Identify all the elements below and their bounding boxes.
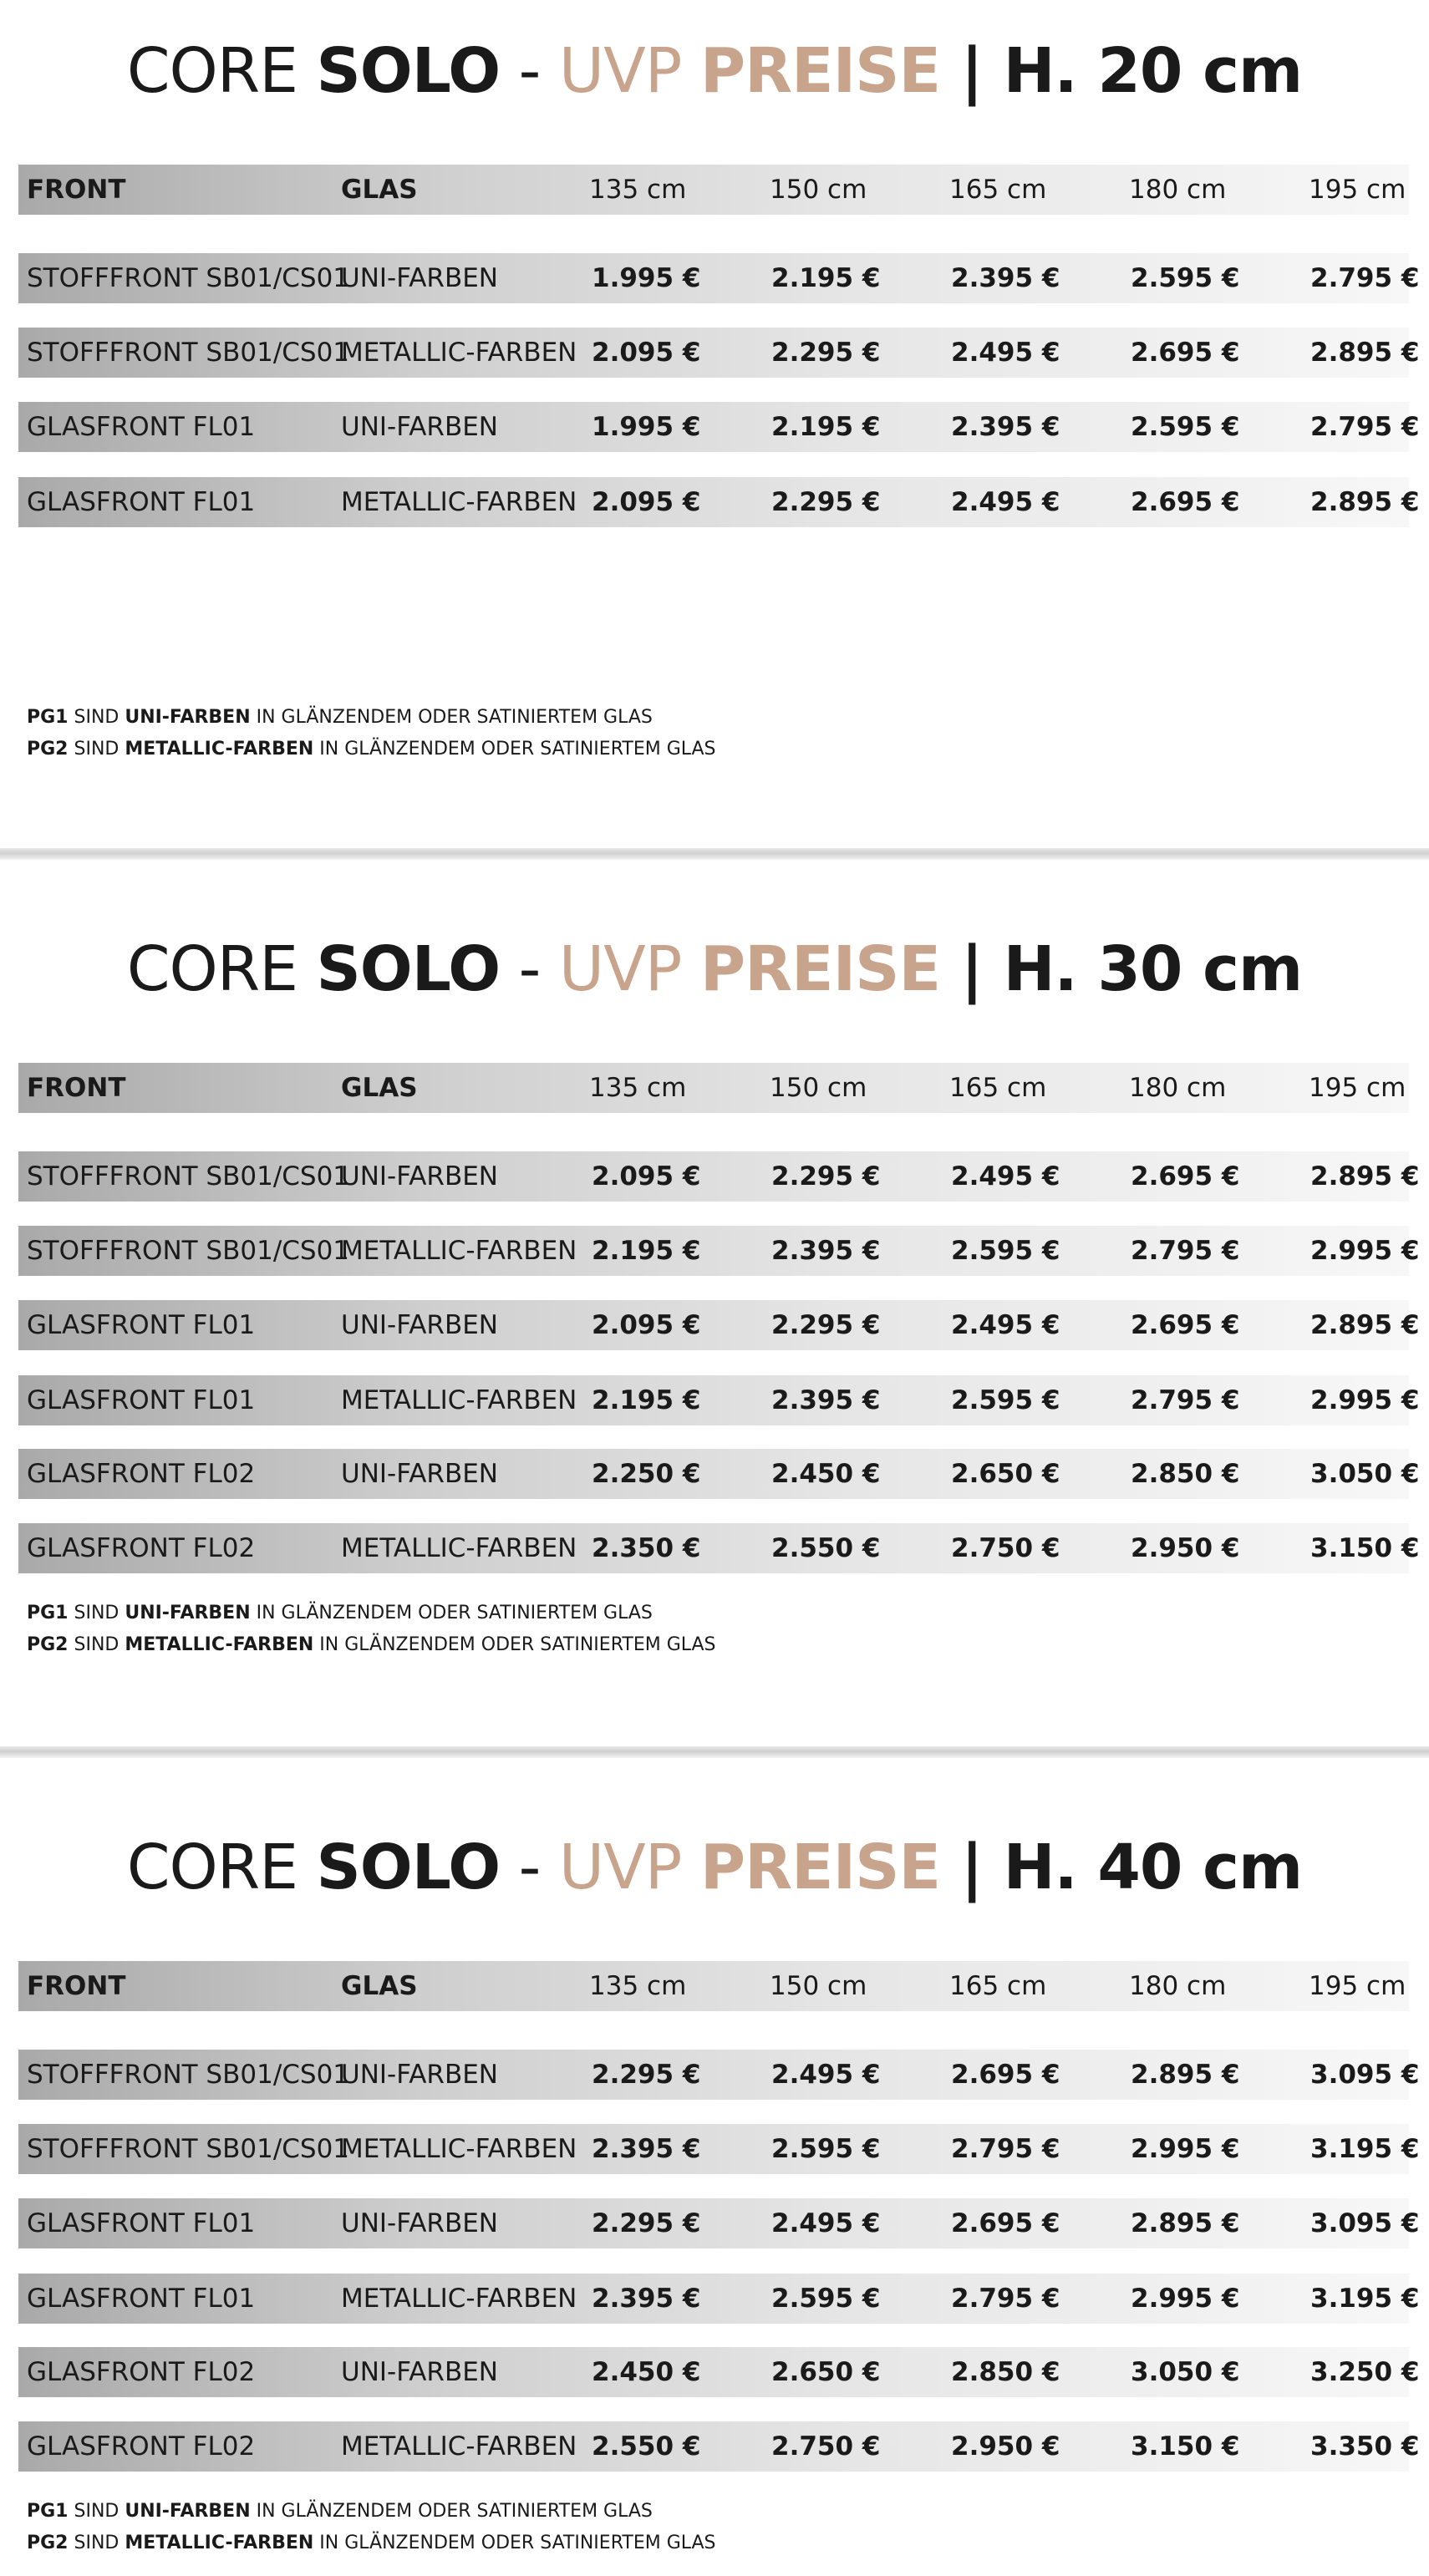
title-preise: PREISE: [699, 1832, 940, 1903]
header-135: 135 cm: [589, 1971, 687, 2001]
cell-front: STOFFFRONT SB01/CS01: [27, 2060, 350, 2090]
cell-price: 2.795 €: [1131, 1385, 1240, 1415]
cell-price: 2.995 €: [1310, 1236, 1420, 1266]
header-135: 135 cm: [589, 1073, 687, 1103]
title-uvp: UVP: [558, 1832, 700, 1903]
cell-front: STOFFFRONT SB01/CS01: [27, 1236, 350, 1266]
cell-front: STOFFFRONT SB01/CS01: [27, 1161, 350, 1191]
cell-price: 2.695 €: [1131, 1161, 1240, 1191]
title-height: H. 40 cm: [1003, 1832, 1303, 1903]
title-solo: SOLO: [316, 35, 501, 107]
cell-price: 2.995 €: [1131, 2134, 1240, 2164]
header-front: FRONT: [27, 1073, 126, 1103]
cell-price: 2.895 €: [1310, 1310, 1420, 1340]
header-glas: GLAS: [341, 1971, 418, 2001]
cell-price: 2.895 €: [1310, 338, 1420, 368]
cell-price: 2.350 €: [592, 1533, 701, 1563]
header-165: 165 cm: [949, 1971, 1047, 2001]
cell-price: 2.295 €: [771, 1310, 881, 1340]
header-glas: GLAS: [341, 175, 418, 205]
cell-price: 2.450 €: [771, 1459, 881, 1489]
title-dash: -: [500, 1832, 559, 1903]
table-header-row: [18, 165, 1409, 215]
cell-price: 2.795 €: [1310, 412, 1420, 442]
cell-price: 2.450 €: [592, 2357, 701, 2387]
title-height: H. 20 cm: [1003, 35, 1303, 107]
note-code: PG1: [27, 707, 69, 728]
cell-price: 2.950 €: [1131, 1533, 1240, 1563]
note-code: PG2: [27, 1634, 69, 1655]
cell-front: GLASFRONT FL02: [27, 1459, 256, 1489]
cell-price: 2.895 €: [1310, 1161, 1420, 1191]
cell-price: 2.850 €: [1131, 1459, 1240, 1489]
cell-price: 2.395 €: [771, 1385, 881, 1415]
title-solo: SOLO: [316, 1832, 501, 1903]
table-row: [18, 253, 1420, 303]
cell-price: 2.495 €: [951, 1310, 1060, 1340]
cell-price: 3.350 €: [1310, 2431, 1420, 2462]
note-color-type: METALLIC-FARBEN: [125, 2533, 314, 2553]
title-core: CORE: [126, 1832, 317, 1903]
table-row: [18, 1523, 1420, 1573]
cell-price: 2.595 €: [771, 2284, 881, 2314]
table-row: [18, 2421, 1420, 2472]
cell-price: 2.795 €: [951, 2134, 1060, 2164]
cell-price: 2.395 €: [951, 412, 1060, 442]
cell-price: 1.995 €: [592, 412, 701, 442]
cell-price: 2.695 €: [951, 2208, 1060, 2238]
note-text: IN GLÄNZENDEM ODER SATINIERTEM GLAS: [313, 1634, 716, 1655]
cell-price: 2.250 €: [592, 1459, 701, 1489]
title-preise: PREISE: [699, 933, 940, 1005]
header-195: 195 cm: [1309, 1073, 1406, 1103]
title-solo: SOLO: [316, 933, 501, 1005]
cell-glas: METALLIC-FARBEN: [341, 338, 577, 368]
footnote-pg1: [27, 1598, 653, 1629]
cell-price: 2.495 €: [771, 2060, 881, 2090]
header-165: 165 cm: [949, 1073, 1047, 1103]
cell-price: 2.995 €: [1310, 1385, 1420, 1415]
note-color-type: UNI-FARBEN: [125, 707, 251, 728]
cell-front: GLASFRONT FL01: [27, 2284, 256, 2314]
title-separator: |: [940, 35, 1004, 107]
footnote-pg1: [27, 2496, 653, 2528]
footnote-pg1: [27, 702, 653, 734]
cell-price: 2.195 €: [592, 1236, 701, 1266]
cell-front: STOFFFRONT SB01/CS01: [27, 2134, 350, 2164]
cell-price: 2.295 €: [771, 338, 881, 368]
title-height: H. 30 cm: [1003, 933, 1303, 1005]
note-code: PG2: [27, 2533, 69, 2553]
cell-price: 2.795 €: [1310, 263, 1420, 293]
note-text: IN GLÄNZENDEM ODER SATINIERTEM GLAS: [250, 707, 653, 728]
cell-price: 2.595 €: [771, 2134, 881, 2164]
cell-price: 2.595 €: [951, 1385, 1060, 1415]
cell-price: 2.695 €: [951, 2060, 1060, 2090]
cell-glas: METALLIC-FARBEN: [341, 1533, 577, 1563]
note-text: SIND: [68, 2501, 125, 2522]
cell-price: 3.050 €: [1310, 1459, 1420, 1489]
note-text: IN GLÄNZENDEM ODER SATINIERTEM GLAS: [313, 739, 716, 760]
cell-price: 2.095 €: [592, 338, 701, 368]
price-section-h30: [0, 898, 1429, 1750]
cell-glas: UNI-FARBEN: [341, 1459, 498, 1489]
footnote-pg2: [27, 2528, 716, 2559]
table-header-row: [18, 1961, 1409, 2011]
title-uvp: UVP: [558, 933, 700, 1005]
table-row: [18, 1300, 1420, 1350]
cell-price: 2.895 €: [1310, 487, 1420, 517]
section-divider: [0, 1746, 1429, 1758]
table-row: [18, 2198, 1420, 2248]
cell-glas: METALLIC-FARBEN: [341, 487, 577, 517]
header-150: 150 cm: [770, 1971, 867, 2001]
cell-price: 2.850 €: [951, 2357, 1060, 2387]
cell-price: 3.150 €: [1131, 2431, 1240, 2462]
cell-price: 2.895 €: [1131, 2060, 1240, 2090]
section-title: [0, 33, 1429, 109]
section-divider: [0, 848, 1429, 860]
cell-price: 2.650 €: [951, 1459, 1060, 1489]
section-title: [0, 932, 1429, 1007]
cell-price: 2.595 €: [951, 1236, 1060, 1266]
cell-glas: UNI-FARBEN: [341, 2357, 498, 2387]
cell-glas: UNI-FARBEN: [341, 2208, 498, 2238]
table-row: [18, 328, 1420, 378]
table-row: [18, 402, 1420, 452]
cell-price: 2.495 €: [771, 2208, 881, 2238]
header-135: 135 cm: [589, 175, 687, 205]
note-text: SIND: [68, 1634, 125, 1655]
note-text: IN GLÄNZENDEM ODER SATINIERTEM GLAS: [250, 2501, 653, 2522]
cell-front: GLASFRONT FL01: [27, 2208, 256, 2238]
cell-price: 2.095 €: [592, 1310, 701, 1340]
cell-front: GLASFRONT FL01: [27, 487, 256, 517]
title-core: CORE: [126, 933, 317, 1005]
cell-price: 3.050 €: [1131, 2357, 1240, 2387]
cell-glas: UNI-FARBEN: [341, 1310, 498, 1340]
title-dash: -: [500, 35, 559, 107]
table-row: [18, 477, 1420, 527]
cell-price: 2.595 €: [1131, 412, 1240, 442]
cell-glas: METALLIC-FARBEN: [341, 2284, 577, 2314]
header-180: 180 cm: [1129, 175, 1227, 205]
note-text: SIND: [68, 707, 125, 728]
table-row: [18, 2050, 1420, 2100]
cell-price: 2.395 €: [592, 2284, 701, 2314]
header-front: FRONT: [27, 1971, 126, 2001]
cell-price: 3.095 €: [1310, 2060, 1420, 2090]
cell-front: GLASFRONT FL02: [27, 2431, 256, 2462]
header-180: 180 cm: [1129, 1971, 1227, 2001]
cell-price: 2.295 €: [771, 487, 881, 517]
cell-price: 2.695 €: [1131, 338, 1240, 368]
cell-price: 2.295 €: [771, 1161, 881, 1191]
table-row: [18, 2347, 1420, 2397]
header-150: 150 cm: [770, 1073, 867, 1103]
header-180: 180 cm: [1129, 1073, 1227, 1103]
table-row: [18, 1226, 1420, 1276]
title-uvp: UVP: [558, 35, 700, 107]
header-glas: GLAS: [341, 1073, 418, 1103]
footnote-pg2: [27, 734, 716, 765]
cell-front: GLASFRONT FL01: [27, 412, 256, 442]
cell-glas: METALLIC-FARBEN: [341, 2134, 577, 2164]
cell-price: 2.650 €: [771, 2357, 881, 2387]
cell-front: GLASFRONT FL01: [27, 1310, 256, 1340]
cell-price: 2.395 €: [592, 2134, 701, 2164]
cell-front: STOFFFRONT SB01/CS01: [27, 263, 350, 293]
cell-price: 2.395 €: [951, 263, 1060, 293]
note-color-type: UNI-FARBEN: [125, 1603, 251, 1623]
cell-price: 2.495 €: [951, 1161, 1060, 1191]
cell-front: STOFFFRONT SB01/CS01: [27, 338, 350, 368]
cell-price: 2.695 €: [1131, 1310, 1240, 1340]
cell-price: 3.095 €: [1310, 2208, 1420, 2238]
cell-glas: UNI-FARBEN: [341, 2060, 498, 2090]
table-row: [18, 1151, 1420, 1202]
cell-price: 3.195 €: [1310, 2284, 1420, 2314]
price-section-h20: [0, 0, 1429, 852]
cell-price: 2.750 €: [951, 1533, 1060, 1563]
cell-price: 2.995 €: [1131, 2284, 1240, 2314]
cell-price: 2.495 €: [951, 487, 1060, 517]
cell-price: 2.695 €: [1131, 487, 1240, 517]
price-section-h40: [0, 1796, 1429, 2576]
cell-price: 1.995 €: [592, 263, 701, 293]
cell-price: 2.095 €: [592, 487, 701, 517]
note-code: PG1: [27, 1603, 69, 1623]
title-core: CORE: [126, 35, 317, 107]
header-150: 150 cm: [770, 175, 867, 205]
header-front: FRONT: [27, 175, 126, 205]
cell-price: 2.195 €: [592, 1385, 701, 1415]
note-text: SIND: [68, 1603, 125, 1623]
cell-price: 2.895 €: [1131, 2208, 1240, 2238]
table-row: [18, 1375, 1420, 1425]
cell-glas: UNI-FARBEN: [341, 412, 498, 442]
note-color-type: UNI-FARBEN: [125, 2501, 251, 2522]
cell-price: 3.195 €: [1310, 2134, 1420, 2164]
header-195: 195 cm: [1309, 1971, 1406, 2001]
table-row: [18, 2124, 1420, 2174]
cell-glas: METALLIC-FARBEN: [341, 1236, 577, 1266]
title-preise: PREISE: [699, 35, 940, 107]
note-color-type: METALLIC-FARBEN: [125, 1634, 314, 1655]
footnote-pg2: [27, 1629, 716, 1661]
table-row: [18, 2274, 1420, 2324]
cell-price: 2.195 €: [771, 412, 881, 442]
title-dash: -: [500, 933, 559, 1005]
cell-price: 2.795 €: [1131, 1236, 1240, 1266]
cell-price: 3.250 €: [1310, 2357, 1420, 2387]
cell-price: 2.595 €: [1131, 263, 1240, 293]
table-row: [18, 1449, 1420, 1499]
cell-front: GLASFRONT FL02: [27, 1533, 256, 1563]
note-code: PG1: [27, 2501, 69, 2522]
note-text: SIND: [68, 739, 125, 760]
note-text: IN GLÄNZENDEM ODER SATINIERTEM GLAS: [313, 2533, 716, 2553]
cell-price: 2.295 €: [592, 2060, 701, 2090]
cell-price: 2.550 €: [771, 1533, 881, 1563]
cell-glas: METALLIC-FARBEN: [341, 1385, 577, 1415]
cell-glas: UNI-FARBEN: [341, 263, 498, 293]
cell-price: 2.795 €: [951, 2284, 1060, 2314]
cell-price: 2.950 €: [951, 2431, 1060, 2462]
cell-glas: METALLIC-FARBEN: [341, 2431, 577, 2462]
cell-price: 3.150 €: [1310, 1533, 1420, 1563]
note-text: IN GLÄNZENDEM ODER SATINIERTEM GLAS: [250, 1603, 653, 1623]
cell-price: 2.495 €: [951, 338, 1060, 368]
note-code: PG2: [27, 739, 69, 760]
cell-price: 2.550 €: [592, 2431, 701, 2462]
note-color-type: METALLIC-FARBEN: [125, 739, 314, 760]
cell-price: 2.195 €: [771, 263, 881, 293]
header-195: 195 cm: [1309, 175, 1406, 205]
title-separator: |: [940, 1832, 1004, 1903]
title-separator: |: [940, 933, 1004, 1005]
cell-price: 2.095 €: [592, 1161, 701, 1191]
cell-price: 2.295 €: [592, 2208, 701, 2238]
cell-glas: UNI-FARBEN: [341, 1161, 498, 1191]
section-title: [0, 1830, 1429, 1905]
cell-front: GLASFRONT FL02: [27, 2357, 256, 2387]
note-text: SIND: [68, 2533, 125, 2553]
header-165: 165 cm: [949, 175, 1047, 205]
table-header-row: [18, 1063, 1409, 1113]
cell-front: GLASFRONT FL01: [27, 1385, 256, 1415]
cell-price: 2.395 €: [771, 1236, 881, 1266]
cell-price: 2.750 €: [771, 2431, 881, 2462]
